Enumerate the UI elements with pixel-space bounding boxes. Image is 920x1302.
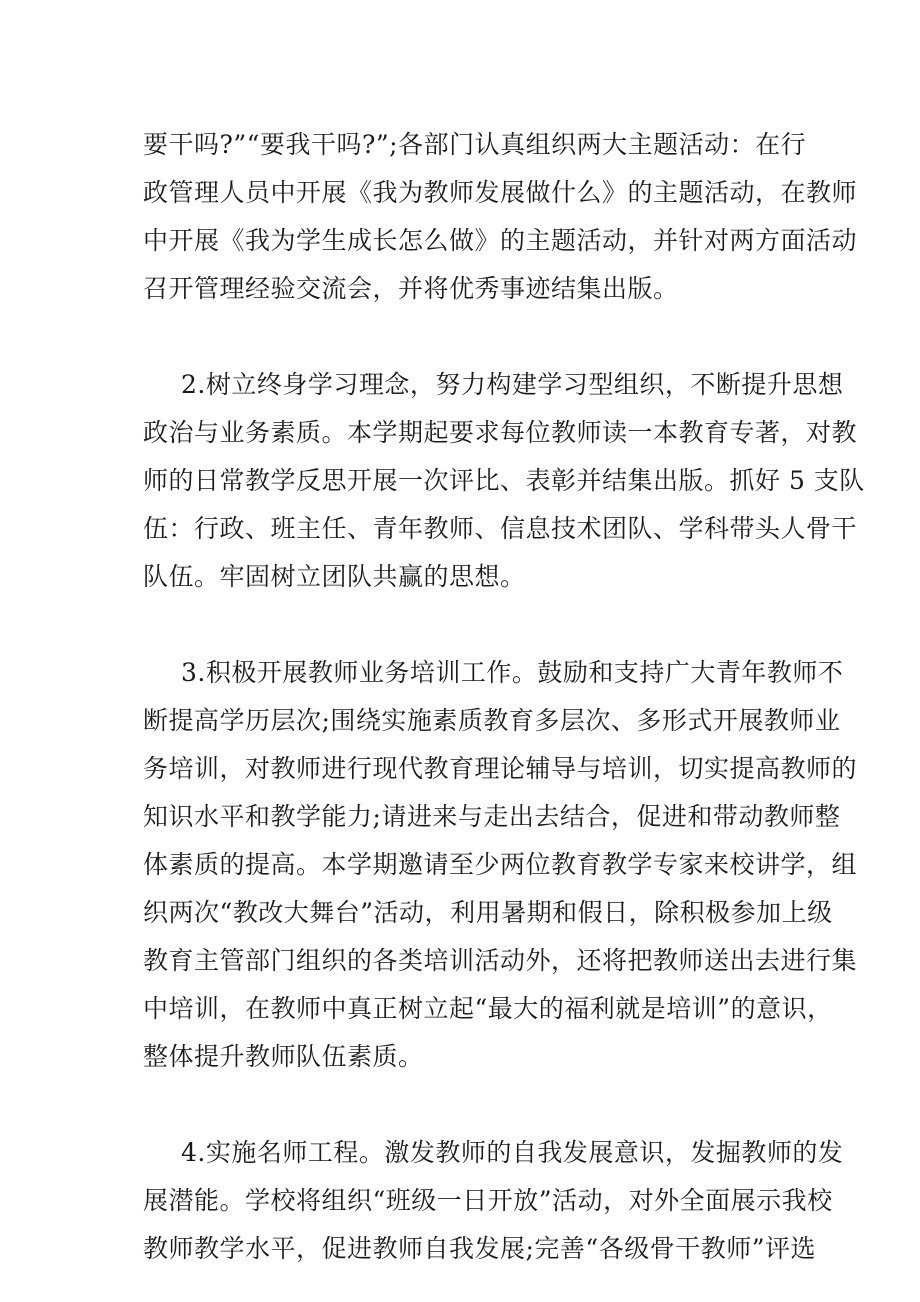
text-line: 展潜能。学校将组织“班级一日开放”活动，对外全面展示我校 — [143, 1186, 833, 1215]
paragraph-gap — [143, 601, 783, 649]
text-line: 要干吗?”“要我干吗?”;各部门认真组织两大主题活动：在行 — [143, 130, 807, 159]
paragraph-item-3 — [143, 649, 858, 1081]
paragraph-gap — [143, 1081, 783, 1129]
text-line: 教育主管部门组织的各类培训活动外，还将把教师送出去进行集 — [143, 946, 858, 975]
text-line: 教师教学水平，促进教师自我发展;完善“各级骨干教师”评选 — [143, 1234, 816, 1263]
text-line: 务培训，对教师进行现代教育理论辅导与培训，切实提高教师的 — [143, 754, 858, 783]
paragraph-item-2 — [143, 361, 865, 601]
text-line: 3.积极开展教师业务培训工作。鼓励和支持广大青年教师不 — [181, 658, 844, 687]
text-line: 政治与业务素质。本学期起要求每位教师读一本教育专著，对教 — [143, 418, 858, 447]
document-body — [143, 121, 865, 1273]
text-line: 体素质的提高。本学期邀请至少两位教育教学专家来校讲学，组 — [143, 850, 858, 879]
text-line: 中开展《我为学生成长怎么做》的主题活动，并针对两方面活动 — [143, 226, 858, 255]
text-line: 断提高学历层次;围绕实施素质教育多层次、多形式开展教师业 — [143, 706, 841, 735]
text-line: 召开管理经验交流会，并将优秀事迹结集出版。 — [143, 274, 679, 303]
paragraph-item-4 — [143, 1129, 844, 1273]
text-line: 织两次“教改大舞台”活动，利用暑期和假日，除积极参加上级 — [143, 898, 833, 927]
text-line: 2.树立终身学习理念，努力构建学习型组织，不断提升思想 — [181, 370, 844, 399]
text-line: 队伍。牢固树立团队共赢的思想。 — [143, 562, 526, 591]
paragraph-continued — [143, 121, 858, 313]
text-line: 政管理人员中开展《我为教师发展做什么》的主题活动，在教师 — [143, 178, 858, 207]
paragraph-gap — [143, 313, 783, 361]
text-line: 师的日常教学反思开展一次评比、表彰并结集出版。抓好 5 支队 — [143, 466, 865, 495]
text-line: 中培训，在教师中真正树立起“最大的福利就是培训”的意识， — [143, 994, 833, 1023]
text-line: 伍：行政、班主任、青年教师、信息技术团队、学科带头人骨干 — [143, 514, 858, 543]
text-line: 4.实施名师工程。激发教师的自我发展意识，发掘教师的发 — [181, 1138, 844, 1167]
text-line: 整体提升教师队伍素质。 — [143, 1042, 424, 1071]
text-line: 知识水平和教学能力;请进来与走出去结合，促进和带动教师整 — [143, 802, 841, 831]
